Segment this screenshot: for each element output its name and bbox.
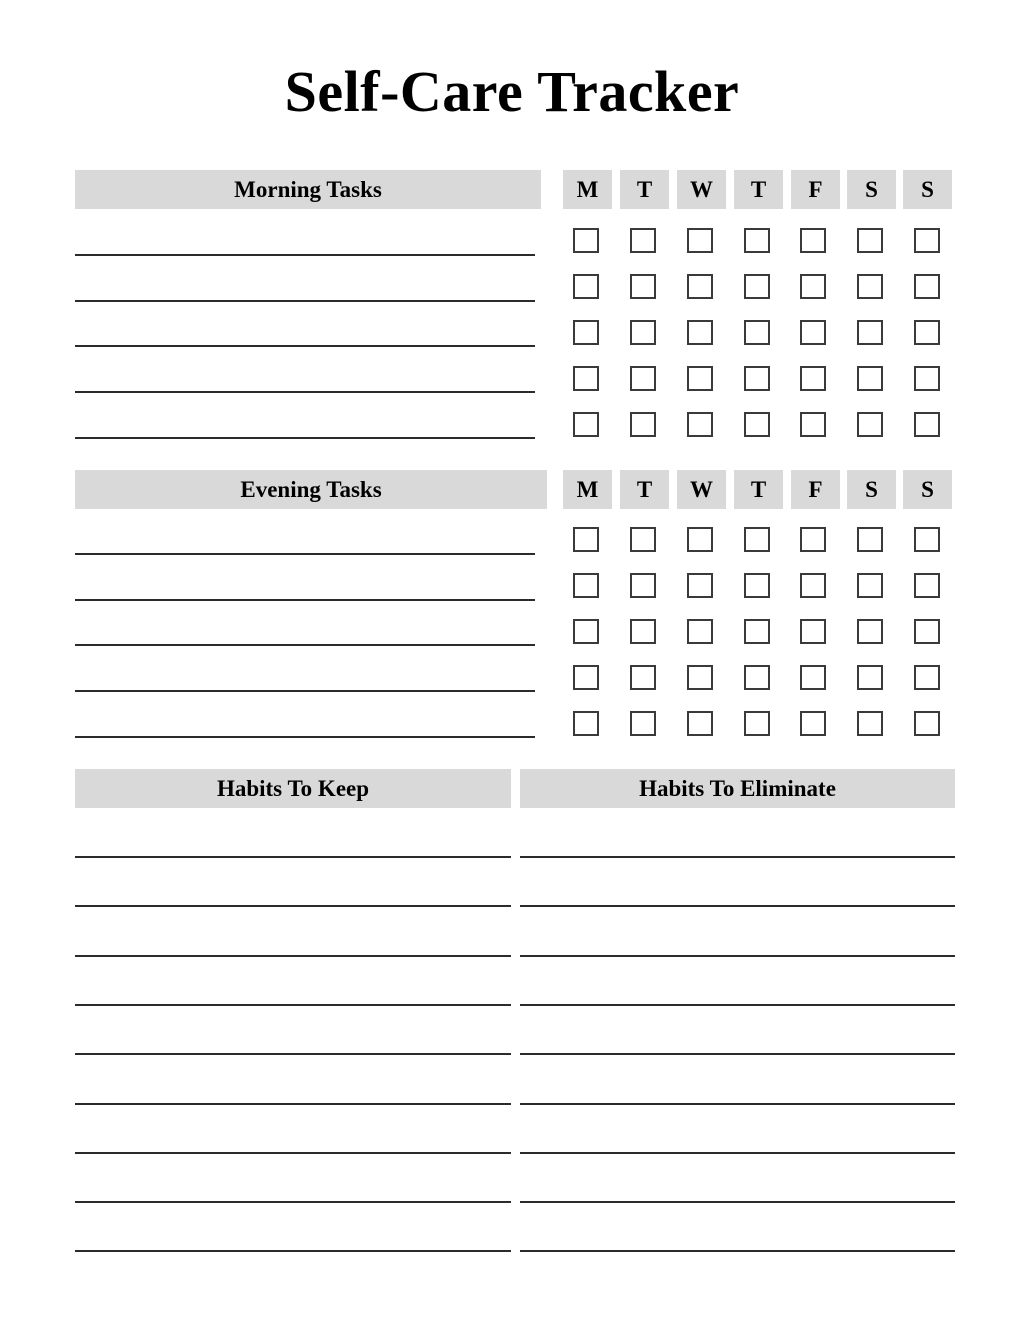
morning-checkbox-r4-c2[interactable]: [687, 412, 713, 437]
morning-checkbox-r0-c3[interactable]: [744, 228, 770, 253]
morning-checkbox-r4-c3[interactable]: [744, 412, 770, 437]
habits-to-eliminate-header: Habits To Eliminate: [520, 769, 955, 808]
evening-checkbox-r3-c2[interactable]: [687, 665, 713, 690]
habits-keep-line-7[interactable]: [75, 1201, 511, 1203]
evening-checkbox-r1-c0[interactable]: [573, 573, 599, 598]
evening-checkbox-r0-c2[interactable]: [687, 527, 713, 552]
habits-keep-line-2[interactable]: [75, 955, 511, 957]
evening-checkbox-r2-c5[interactable]: [857, 619, 883, 644]
morning-checkbox-r3-c6[interactable]: [914, 366, 940, 391]
evening-checkbox-r1-c5[interactable]: [857, 573, 883, 598]
morning-checkbox-r2-c2[interactable]: [687, 320, 713, 345]
morning-day-header-2: W: [677, 170, 726, 209]
morning-day-header-1: T: [620, 170, 669, 209]
evening-checkbox-r2-c4[interactable]: [800, 619, 826, 644]
evening-day-header-0: M: [563, 470, 612, 509]
evening-checkbox-r0-c3[interactable]: [744, 527, 770, 552]
habits-eliminate-line-2[interactable]: [520, 955, 955, 957]
evening-checkbox-r3-c0[interactable]: [573, 665, 599, 690]
morning-day-header-6: S: [903, 170, 952, 209]
evening-checkbox-r0-c0[interactable]: [573, 527, 599, 552]
evening-task-line-2[interactable]: [75, 644, 535, 646]
morning-checkbox-r2-c6[interactable]: [914, 320, 940, 345]
evening-day-header-1: T: [620, 470, 669, 509]
evening-task-line-0[interactable]: [75, 553, 535, 555]
evening-checkbox-r1-c2[interactable]: [687, 573, 713, 598]
habits-keep-line-8[interactable]: [75, 1250, 511, 1252]
morning-checkbox-r2-c3[interactable]: [744, 320, 770, 345]
evening-checkbox-r3-c1[interactable]: [630, 665, 656, 690]
habits-keep-line-0[interactable]: [75, 856, 511, 858]
evening-day-header-3: T: [734, 470, 783, 509]
morning-checkbox-r3-c2[interactable]: [687, 366, 713, 391]
habits-eliminate-line-8[interactable]: [520, 1250, 955, 1252]
morning-checkbox-r4-c6[interactable]: [914, 412, 940, 437]
morning-day-header-4: F: [791, 170, 840, 209]
morning-checkbox-r4-c5[interactable]: [857, 412, 883, 437]
evening-checkbox-r4-c1[interactable]: [630, 711, 656, 736]
evening-day-header-5: S: [847, 470, 896, 509]
morning-checkbox-r4-c4[interactable]: [800, 412, 826, 437]
evening-task-line-1[interactable]: [75, 599, 535, 601]
evening-checkbox-r1-c6[interactable]: [914, 573, 940, 598]
morning-checkbox-r3-c0[interactable]: [573, 366, 599, 391]
morning-task-line-3[interactable]: [75, 391, 535, 393]
evening-checkbox-r3-c3[interactable]: [744, 665, 770, 690]
morning-task-line-1[interactable]: [75, 300, 535, 302]
morning-tasks-header: Morning Tasks: [75, 170, 541, 209]
morning-task-line-2[interactable]: [75, 345, 535, 347]
evening-checkbox-r2-c1[interactable]: [630, 619, 656, 644]
evening-checkbox-r4-c6[interactable]: [914, 711, 940, 736]
evening-checkbox-r0-c4[interactable]: [800, 527, 826, 552]
evening-checkbox-r0-c6[interactable]: [914, 527, 940, 552]
habits-eliminate-line-3[interactable]: [520, 1004, 955, 1006]
morning-checkbox-r1-c0[interactable]: [573, 274, 599, 299]
evening-checkbox-r4-c5[interactable]: [857, 711, 883, 736]
morning-checkbox-r1-c4[interactable]: [800, 274, 826, 299]
morning-checkbox-r0-c4[interactable]: [800, 228, 826, 253]
morning-day-header-3: T: [734, 170, 783, 209]
morning-checkbox-r2-c4[interactable]: [800, 320, 826, 345]
morning-checkbox-r0-c0[interactable]: [573, 228, 599, 253]
habits-keep-line-6[interactable]: [75, 1152, 511, 1154]
habits-eliminate-line-6[interactable]: [520, 1152, 955, 1154]
morning-checkbox-r0-c2[interactable]: [687, 228, 713, 253]
morning-task-line-0[interactable]: [75, 254, 535, 256]
morning-checkbox-r4-c0[interactable]: [573, 412, 599, 437]
evening-checkbox-r4-c3[interactable]: [744, 711, 770, 736]
habits-eliminate-line-5[interactable]: [520, 1103, 955, 1105]
evening-checkbox-r2-c3[interactable]: [744, 619, 770, 644]
evening-day-header-6: S: [903, 470, 952, 509]
habits-to-keep-header: Habits To Keep: [75, 769, 511, 808]
habits-eliminate-line-1[interactable]: [520, 905, 955, 907]
morning-day-header-5: S: [847, 170, 896, 209]
morning-checkbox-r1-c5[interactable]: [857, 274, 883, 299]
evening-checkbox-r2-c6[interactable]: [914, 619, 940, 644]
evening-checkbox-r4-c4[interactable]: [800, 711, 826, 736]
habits-eliminate-line-4[interactable]: [520, 1053, 955, 1055]
evening-day-header-4: F: [791, 470, 840, 509]
evening-checkbox-r0-c1[interactable]: [630, 527, 656, 552]
evening-task-line-4[interactable]: [75, 736, 535, 738]
morning-checkbox-r1-c6[interactable]: [914, 274, 940, 299]
morning-checkbox-r1-c2[interactable]: [687, 274, 713, 299]
evening-checkbox-r1-c4[interactable]: [800, 573, 826, 598]
habits-keep-line-1[interactable]: [75, 905, 511, 907]
morning-checkbox-r0-c1[interactable]: [630, 228, 656, 253]
morning-checkbox-r0-c6[interactable]: [914, 228, 940, 253]
habits-eliminate-line-7[interactable]: [520, 1201, 955, 1203]
habits-keep-line-4[interactable]: [75, 1053, 511, 1055]
evening-checkbox-r4-c0[interactable]: [573, 711, 599, 736]
evening-checkbox-r2-c2[interactable]: [687, 619, 713, 644]
evening-tasks-header: Evening Tasks: [75, 470, 547, 509]
evening-checkbox-r0-c5[interactable]: [857, 527, 883, 552]
morning-checkbox-r0-c5[interactable]: [857, 228, 883, 253]
morning-checkbox-r2-c0[interactable]: [573, 320, 599, 345]
morning-checkbox-r3-c1[interactable]: [630, 366, 656, 391]
evening-checkbox-r4-c2[interactable]: [687, 711, 713, 736]
evening-checkbox-r2-c0[interactable]: [573, 619, 599, 644]
morning-checkbox-r1-c3[interactable]: [744, 274, 770, 299]
morning-checkbox-r3-c3[interactable]: [744, 366, 770, 391]
morning-checkbox-r3-c4[interactable]: [800, 366, 826, 391]
morning-checkbox-r3-c5[interactable]: [857, 366, 883, 391]
evening-task-line-3[interactable]: [75, 690, 535, 692]
habits-eliminate-line-0[interactable]: [520, 856, 955, 858]
evening-checkbox-r3-c4[interactable]: [800, 665, 826, 690]
evening-checkbox-r1-c3[interactable]: [744, 573, 770, 598]
morning-checkbox-r2-c5[interactable]: [857, 320, 883, 345]
page-title: Self-Care Tracker: [284, 59, 740, 124]
morning-checkbox-r1-c1[interactable]: [630, 274, 656, 299]
morning-checkbox-r2-c1[interactable]: [630, 320, 656, 345]
morning-task-line-4[interactable]: [75, 437, 535, 439]
habits-keep-line-5[interactable]: [75, 1103, 511, 1105]
morning-day-header-0: M: [563, 170, 612, 209]
evening-checkbox-r3-c5[interactable]: [857, 665, 883, 690]
evening-checkbox-r1-c1[interactable]: [630, 573, 656, 598]
evening-day-header-2: W: [677, 470, 726, 509]
evening-checkbox-r3-c6[interactable]: [914, 665, 940, 690]
morning-checkbox-r4-c1[interactable]: [630, 412, 656, 437]
habits-keep-line-3[interactable]: [75, 1004, 511, 1006]
